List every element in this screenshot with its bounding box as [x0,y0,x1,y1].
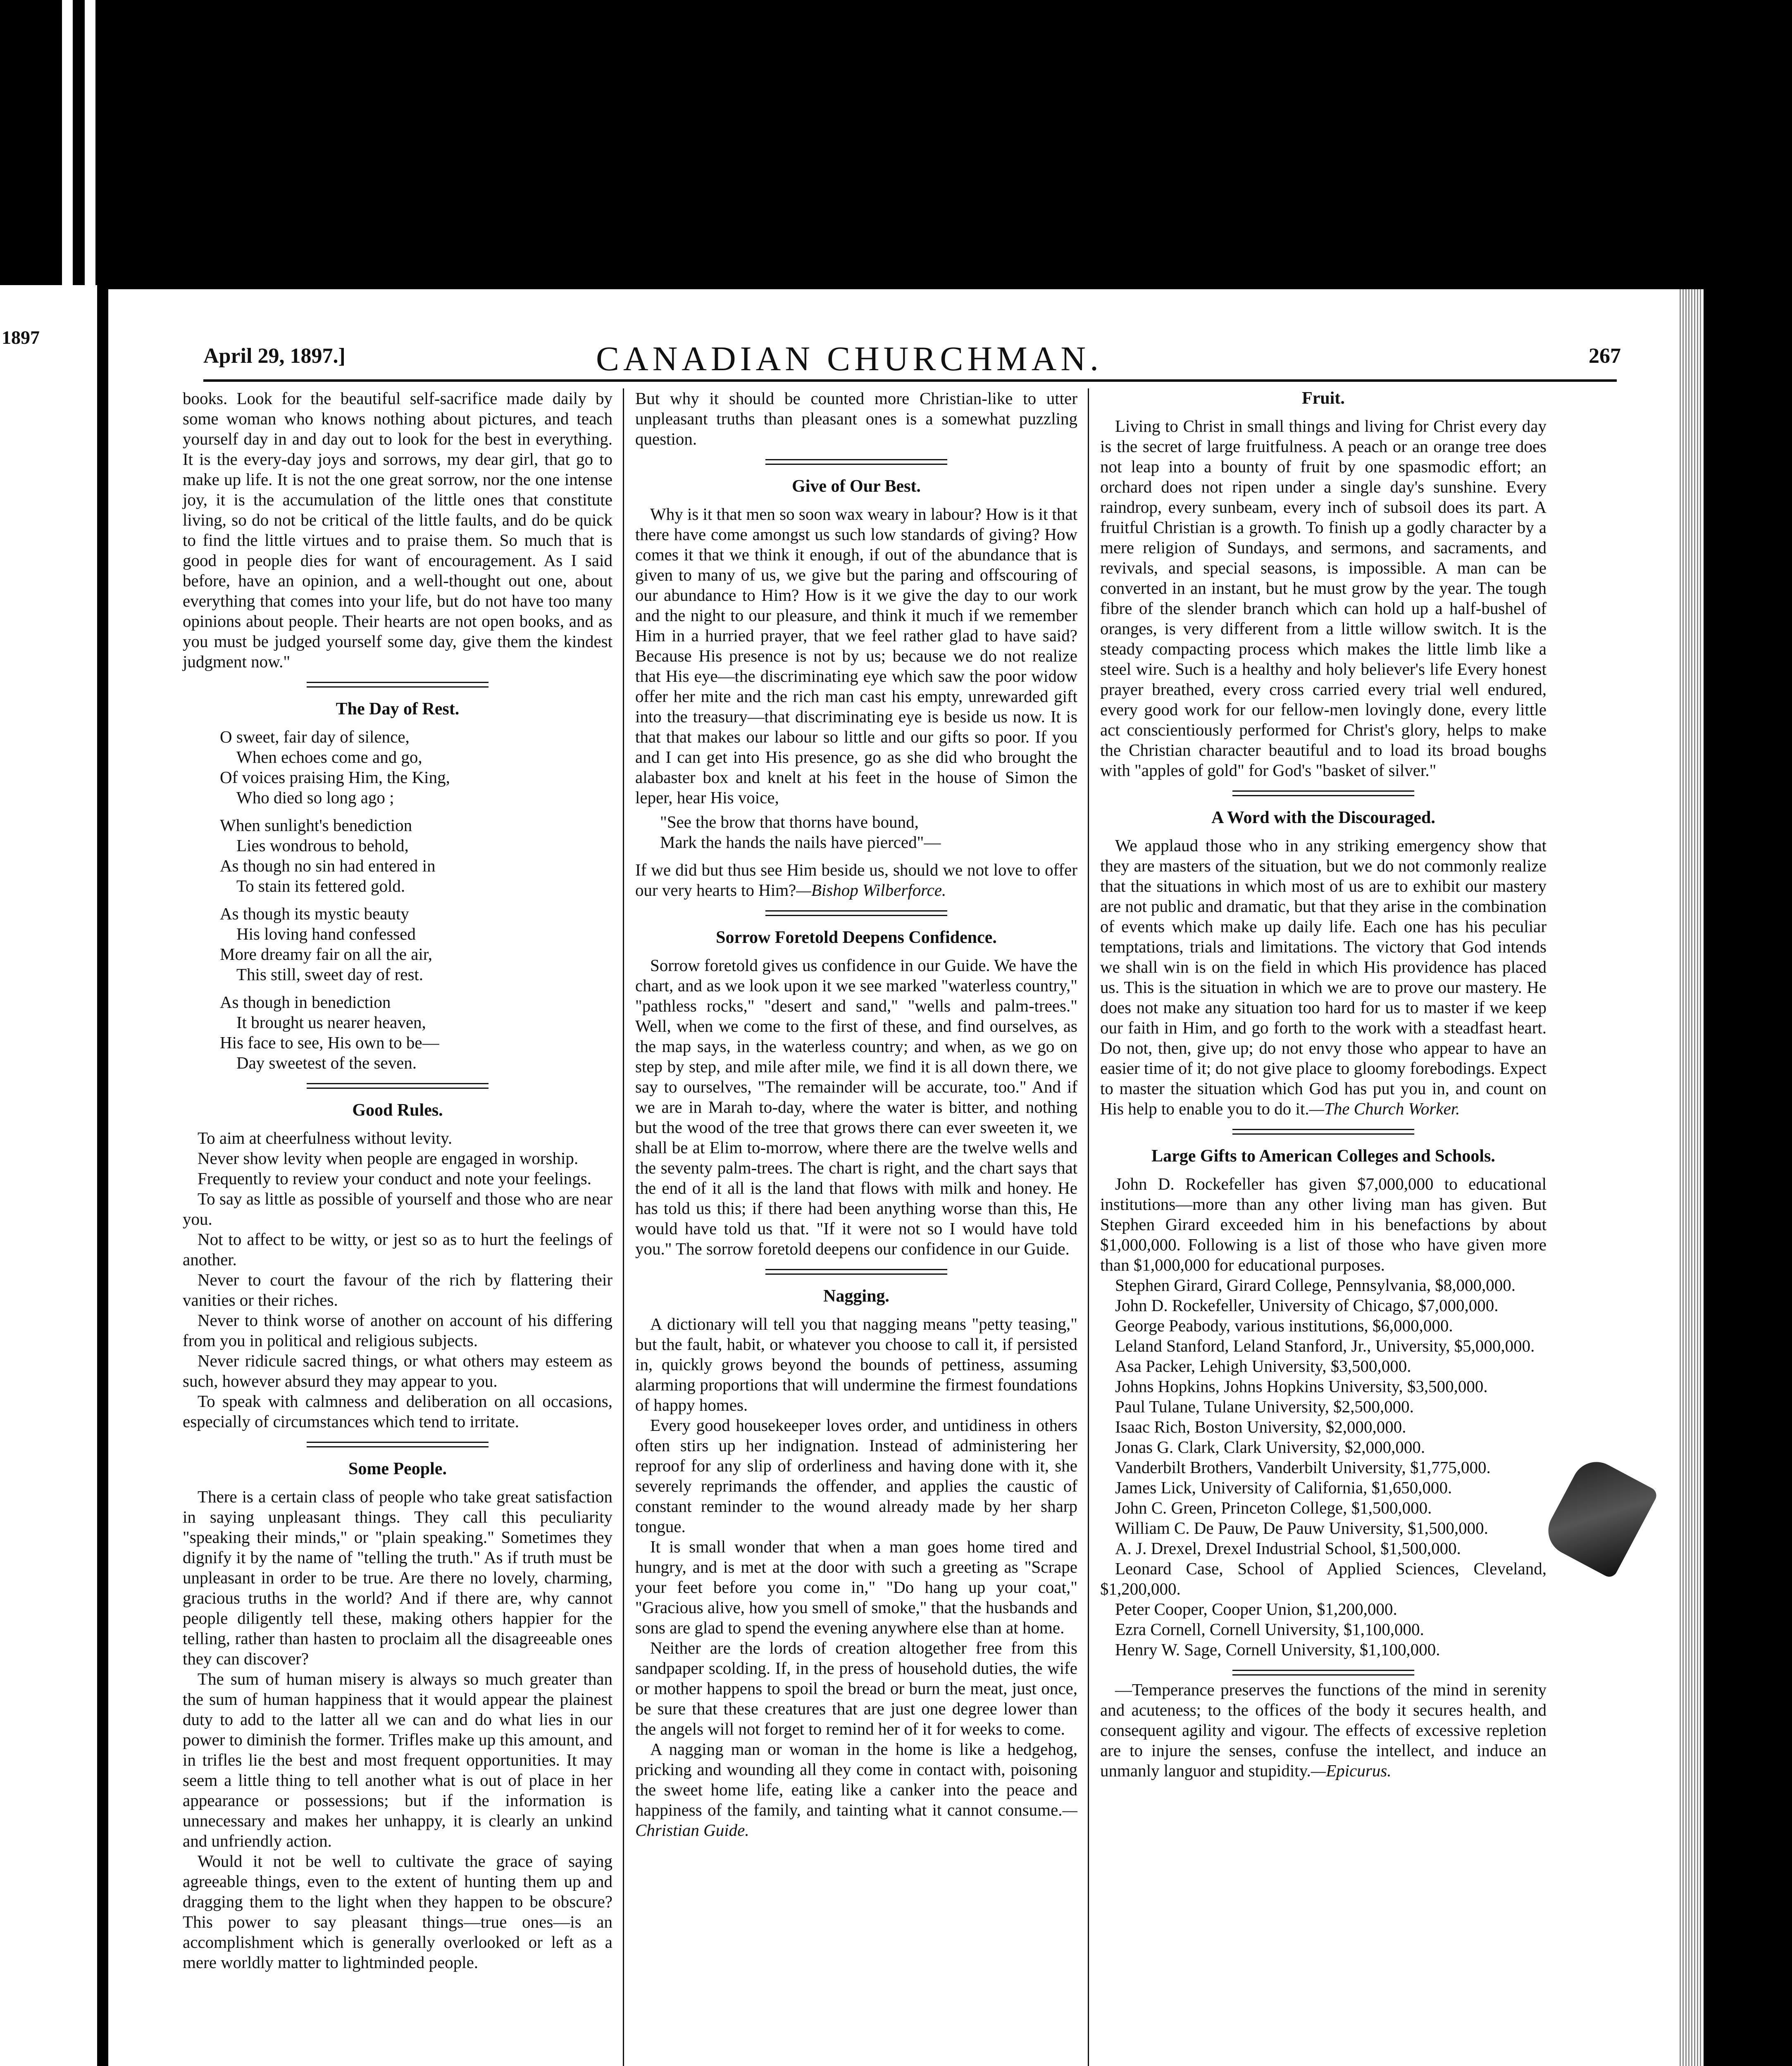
poem-line: When sunlight's benediction [220,816,412,835]
gift-item: Henry W. Sage, Cornell University, $1,100,000. [1115,1640,1440,1659]
column-3 [1100,388,1547,1781]
article-title: Fruit. [1302,389,1345,408]
gift-item: Peter Cooper, Cooper Union, $1,200,000. [1115,1599,1397,1619]
gift-item: James Lick, University of California, $1,650,000. [1115,1478,1452,1497]
masthead: CANADIAN CHURCHMAN. [596,340,1103,378]
verse-line: "See the brow that thorns have bound, [660,812,919,831]
paragraph [635,860,1077,900]
rule-item: To aim at cheerfulness without levity. [198,1128,453,1147]
paragraph: The sum of human misery is always so much greater than the sum of human happiness that it would appear the plainest duty to add to the latter all we can and do what lies in our power to diminish the former. Trifles make up this amount, and in trifles lie the best and most frequent opportunities. It may seem a little thing to tell another what is out of place in her appearance or possessions; but if the information is unnecessary and makes her unhappy, it is clearly an unkind and unfriendly action. [183,1669,612,1850]
gift-item: Stephen Girard, Girard College, Pennsylvania, $8,000,000. [1115,1276,1516,1295]
gift-item: John C. Green, Princeton College, $1,500,000. [1115,1498,1432,1517]
article-title: Large Gifts to American Colleges and Schools. [1151,1147,1495,1166]
poem-line: When echoes come and go, [236,747,422,766]
gift-item: George Peabody, various institutions, $6,000,000. [1115,1316,1453,1335]
poem-stanza [220,727,612,808]
header-rule [203,379,1617,382]
gift-item: John D. Rockefeller, University of Chicago, $7,000,000. [1115,1296,1499,1315]
section-rule [765,910,947,916]
section-rule [1232,790,1414,796]
attribution: —Epicurus. [1311,1761,1392,1780]
article-title: A Word with the Discouraged. [1211,808,1435,827]
newspaper-page [108,289,1704,2066]
gift-item: Asa Packer, Lehigh University, $3,500,000. [1115,1357,1411,1376]
gift-item: Jonas G. Clark, Clark University, $2,000,000. [1115,1438,1425,1457]
rule-item: Not to affect to be witty, or jest so as to hurt the feelings of another. [183,1230,612,1269]
poem-line: As though no sin had entered in [220,856,436,875]
gift-item: Johns Hopkins, Johns Hopkins University, $3,500,000. [1115,1377,1488,1396]
gift-item: Isaac Rich, Boston University, $2,000,000. [1115,1417,1406,1436]
article-title: Nagging. [823,1287,889,1306]
gift-item: Vanderbilt Brothers, Vanderbilt University, $1,775,000. [1115,1458,1491,1477]
column-separator [623,388,624,2066]
poem-line: O sweet, fair day of silence, [220,727,410,746]
gift-item: Leonard Case, School of Applied Sciences, Cleveland, $1,200,000. [1100,1559,1547,1598]
paragraph: Would it not be well to cultivate the grace of saying agreeable things, even to the extent of hunting them up and dragging them to the light when they happen to be obscure? This power to say pleasant things—true ones—is an accomplishment which is generally overlooked or left as a mere worldly matter to lightminded people. [183,1852,612,1972]
gifts-list [1100,1275,1547,1660]
rule-item: Never show levity when people are engaged in worship. [198,1149,579,1168]
poem-line: More dreamy fair on all the air, [220,945,433,964]
page-stack-edge [1678,289,1703,2066]
poem-line: To stain its fettered gold. [236,876,405,895]
poem-line: His face to see, His own to be— [220,1033,439,1052]
rule-item: To say as little as possible of yourself and those who are near you. [183,1189,612,1228]
body-text: —Temperance preserves the functions of the mind in serenity and acuteness; to the offices of the body it secures health, and consequent agility and vigour. The effects of excessive repletion are to injure the senses, confuse the intellect, and induce an unmanly languor and stupidity. [1100,1680,1547,1780]
column-2 [635,388,1077,1840]
paragraph [1100,1680,1547,1781]
rule-item: Never ridicule sacred things, or what others may esteem as such, however absurd they may appear to you. [183,1351,612,1390]
section-rule [307,1083,489,1089]
section-rule [307,1442,489,1447]
paragraph: A dictionary will tell you that nagging means "petty teasing," but the fault, habit, or whatever you choose to call it, if persisted in, quickly grows beyond the bounds of pettiness, assuming alarming proportions that will undermine the firmest foundations of happy homes. [635,1314,1077,1414]
paragraph [635,1739,1077,1840]
paragraph: Neither are the lords of creation altogether free from this sandpaper scolding. If, in the press of household duties, the wife or mother happens to spoil the bread or burn the meat, just once, be sure that these creatures that are just one degree lower than the angels will not forget to remind her of it for weeks to come. [635,1638,1077,1738]
poem-line: It brought us nearer heaven, [236,1013,426,1032]
attribution: —Bishop Wilberforce. [796,881,946,900]
article-continuation: But why it should be counted more Christian-like to utter unpleasant truths than pleasant ones is a somewhat puzzling question. [635,389,1077,448]
adjacent-page-year: 1897 [2,327,40,348]
paragraph: There is a certain class of people who take great satisfaction in saying unpleasant things. They call this peculiarity "speaking their minds," or "plain speaking." Sometimes they dignify it by the name of "telling the truth." As if truth must be unpleasant in order to be true. Are there no lovely, charming, gracious truths in the world? And if there are, why cannot people diligently tell these, making others happier for the telling, rather than hasten to proclaim all the disagreeable ones they can discover? [183,1487,612,1668]
article-title: Good Rules. [352,1101,443,1120]
poem-stanza [220,992,612,1073]
rule-item: Never to court the favour of the rich by flattering their vanities or their riches. [183,1270,612,1309]
running-head [203,339,1646,384]
article-title: Sorrow Foretold Deepens Confidence. [716,928,997,947]
section-rule [307,682,489,688]
attribution: —The Church Worker. [1309,1099,1460,1118]
verse-line: Mark the hands the nails have pierced"— [660,833,941,852]
poem-line: Day sweetest of the seven. [236,1053,417,1072]
article-title: Give of Our Best. [792,477,921,496]
column-1 [183,388,612,1973]
poem-line: Of voices praising Him, the King, [220,768,450,787]
paragraph: John D. Rockefeller has given $7,000,000 to educational institutions—more than any other living man has given. But Stephen Girard exceeded him in his benefactions by about $1,000,000. Following is a list of those who have given more than $1,000,000 for educational purposes. [1100,1174,1547,1274]
poem-stanza [220,815,612,896]
gift-item: Paul Tulane, Tulane University, $2,500,000. [1115,1397,1414,1416]
poem-line: As though in benediction [220,993,391,1012]
quoted-verse [660,812,1077,852]
attribution: —Christian Guide. [635,1800,1077,1840]
page-number: 267 [1589,344,1621,368]
article-title: Some People. [348,1459,447,1478]
poem-line: As though its mystic beauty [220,904,409,923]
paragraph [1100,835,1547,1119]
section-rule [1232,1670,1414,1676]
section-rule [765,1269,947,1275]
paragraph: Why is it that men so soon wax weary in labour? How is it that there have come amongst us such low standards of giving? How comes it that we think it enough, if out of the abundance that is given to many of us, we give but the paring and offscouring of our abundance to Him? How is it we give the day to our work and the night to our pleasure, and think it much if we remember Him in a hurried prayer, that we feel rather glad to have said? Because His presence is not by us; because we do not realize that His eye—the discriminating eye which saw the poor widow offer her mite and the rich man cast his empty, unrewarded gift into the treasury—that discriminating eye is beside us now. It is that that makes our labour so little and our gifts so poor. If you and I can get into His presence, go as she did who brought the alabaster box and knelt at his feet in the house of Simon the leper, hear His voice, [635,505,1077,807]
poem-line: This still, sweet day of rest. [236,965,424,984]
issue-date: April 29, 1897.] [203,344,346,368]
adjacent-page-fragment [0,285,97,2066]
closing-text: A nagging man or woman in the home is like a hedgehog, pricking and wounding all they come in contact with, poisoning the sweet home life, eating like a canker into the peace and happiness of the family, and tainting what it cannot consume. [635,1740,1077,1819]
paragraph: Sorrow foretold gives us confidence in our Guide. We have the chart, and as we look upon it we see marked "waterless country," "pathless rocks," "desert and sand," "wells and palm-trees." Well, when we come to the first of these, and find ourselves, as the map says, in the waterless country; and when, as we go on step by step, and mile after mile, we find it is all down there, we say to ourselves, "The remainder will be accurate, too." And if we are in Marah to-day, where the water is bitter, and nothing but the wood of the tree that grows there can ever sweeten it, we shall be at Elim to-morrow, where there are the twelve wells and the seventy palm-trees. The chart is right, and the chart says that the end of it all is the land that flows with milk and honey. He has told us this; if there had been anything worse than this, He would have told us that. "If it were not so I would have told you." The sorrow foretold deepens our confidence in our Guide. [635,956,1077,1258]
section-rule [765,459,947,465]
article-continuation: books. Look for the beautiful self-sacrifice made daily by some woman who knows nothing about pictures, and teach yourself day in and day out to look for the best in everything. It is the every-day joys and sorrows, my dear girl, that go to make up life. It is not the one great sorrow, nor the one intense joy, it is the accumulation of the little ones that constitute living, so do not be critical of the little faults, and do be quick to find the little virtues and to praise them. So much that is good in people dies for want of encouragement. As I said before, have an opinion, and a well-thought out one, about everything that comes into your life, but do not have too many opinions about people. Their hearts are not open books, and as you must be judged yourself some day, give them the kindest judgment now." [183,389,612,671]
rule-item: Frequently to review your conduct and note your feelings. [198,1169,591,1188]
paragraph: It is small wonder that when a man goes home tired and hungry, and is met at the door with such a greeting as "Scrape your feet before you come in," "Do hang up your coat," "Gracious alive, how you smell of smoke," that the husbands and sons are glad to spend the evening anywhere else than at home. [635,1537,1077,1637]
column-separator [1088,388,1089,2066]
closing-text: If we did but thus see Him beside us, should we not love to offer our very hearts to Him? [635,860,1077,900]
gift-item: William C. De Pauw, De Pauw University, $1,500,000. [1115,1519,1488,1538]
article-title: The Day of Rest. [336,700,460,719]
gift-item: A. J. Drexel, Drexel Industrial School, $1,500,000. [1115,1539,1461,1558]
poem-line: His loving hand confessed [236,924,416,943]
rules-list [183,1128,612,1432]
paragraph: Every good housekeeper loves order, and untidiness in others often stirs up her indignation. Instead of administering her reproof for any slip of orderliness and having done with it, she severely reprimands the offender, and applies the caustic of constant reminder to the wound already made by her sharp tongue. [635,1416,1077,1536]
poem-stanza [220,904,612,985]
body-text: We applaud those who in any striking emergency show that they are masters of the situation, but we do not commonly realize that the situations in which most of us are to exhibit our mastery are not public and dramatic, but that they arise in the combination of events which make up daily life. Each one has his peculiar temptations, trials and limitations. The victory that God intends we shall win is on the field in which His providence has placed us. This is the situation in which we are to prove our mastery. He does not make any situation too hard for us to master if we keep our faith in Him, and go forth to the work with a steadfast heart. Do not, then, give up; do not envy those who appear to have an easier time of it; do not give place to gloomy forebodings. Expect to master the situation which God has put you in, and count on His help to enable you to do it. [1100,836,1547,1118]
section-rule [1232,1129,1414,1135]
rule-item: To speak with calmness and deliberation on all occasions, especially of circumstances which tend to irritate. [183,1392,612,1431]
paragraph: Living to Christ in small things and living for Christ every day is the secret of large fruitfulness. A peach or an orange tree does not leap into a bounty of fruit by one spasmodic effort; an orchard does not ripen under a single day's sunshine. Every raindrop, every sunbeam, every inch of subsoil does its part. A fruitful Christian is a growth. To finish up a godly character by a mere religion of Sundays, and sermons, and sacraments, and revivals, and special seasons, is impossible. A man can be converted in an instant, but he must grow by the year. The tough fibre of the slender branch which can hold up a half-bushel of oranges, is very different from a little willow switch. It is the steady compacting process which makes the little limb like a steel wire. Such is a healthy and holy believer's life Every honest prayer breathed, every cross carried every trial well endured, every good work for our fellow-men lovingly done, every little act conscientiously performed for Christ's glory, helps to make the Christian character beautiful and to load its broad boughs with "apples of gold" for God's "basket of silver." [1100,417,1547,780]
poem [220,727,612,1073]
gift-item: Ezra Cornell, Cornell University, $1,100,000. [1115,1620,1424,1639]
gift-item: Leland Stanford, Leland Stanford, Jr., University, $5,000,000. [1115,1336,1535,1355]
poem-line: Who died so long ago ; [236,788,394,807]
poem-line: Lies wondrous to behold, [236,836,409,855]
rule-item: Never to think worse of another on account of his differing from you in political and religious subjects. [183,1311,612,1350]
